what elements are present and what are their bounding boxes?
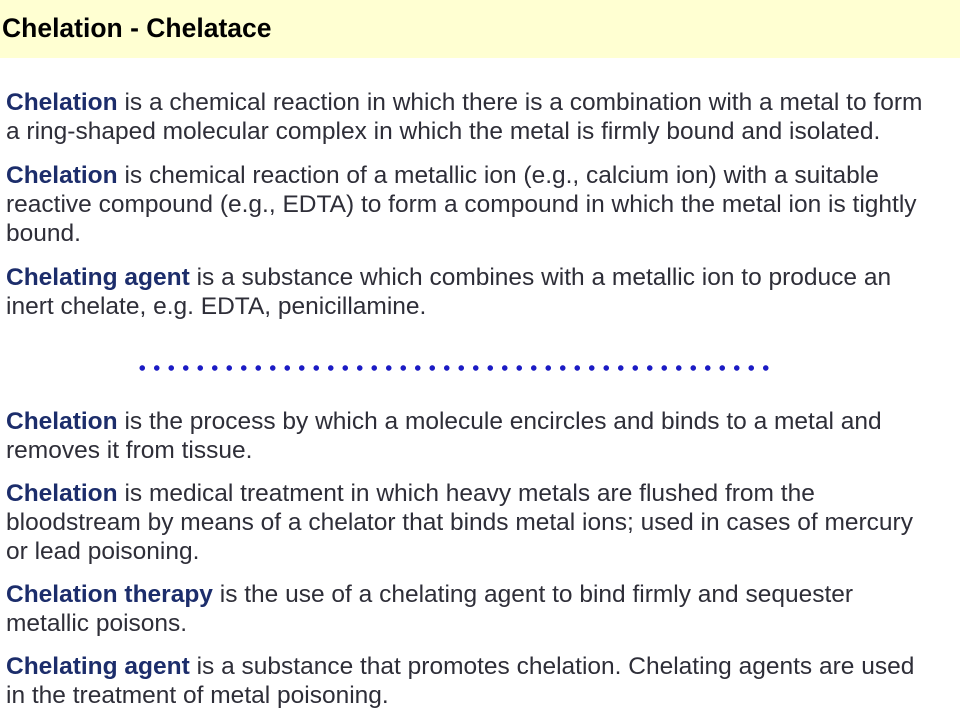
term-label: Chelating agent [6,652,190,680]
paragraph-chelating-agent [6,263,954,321]
line-text: is medical treatment in which heavy metals are flushed from the [124,479,815,507]
term-label: Chelating agent [6,263,190,291]
paragraph-chelation-process [6,407,954,465]
paragraph-line [6,88,954,117]
paragraph-line: bloodstream by means of a chelator that binds metal ions; used in cases of mercury [6,508,913,536]
page-title: Chelation - Chelatace [2,13,272,43]
line-text: is chemical reaction of a metallic ion (e.g., calcium ion) with a suitable [124,161,879,189]
paragraph-line [6,479,954,508]
line-text: is a substance that promotes chelation. Chelating agents are used [196,652,915,680]
paragraph-line: in the treatment of metal poisoning. [6,681,389,709]
term-label: Chelation [6,479,118,507]
paragraph-chelation-definition [6,88,954,146]
paragraph-chelation-reaction [6,161,954,248]
line-text: is a chemical reaction in which there is a combination with a metal to form [124,88,923,116]
paragraph-line: metallic poisons. [6,609,188,637]
term-label: Chelation [6,407,118,435]
paragraph-line: removes it from tissue. [6,436,253,464]
definitions-section-top [6,88,954,321]
line-text: is a substance which combines with a metallic ion to produce an [196,263,892,291]
paragraph-line [6,407,954,436]
term-label: Chelation therapy [6,580,213,608]
paragraph-line [6,161,954,190]
paragraph-line: bound. [6,219,81,247]
paragraph-chelation-medical-treatment [6,479,954,566]
paragraph-chelating-agent-use [6,652,954,710]
paragraph-line: inert chelate, e.g. EDTA, penicillamine. [6,292,427,320]
paragraph-line [6,263,954,292]
paragraph-chelation-therapy [6,580,954,638]
paragraph-line: or lead poisoning. [6,537,200,565]
definitions-section-bottom [6,407,954,710]
dotted-divider [135,364,773,372]
term-label: Chelation [6,88,118,116]
paragraph-line [6,580,954,609]
term-label: Chelation [6,161,118,189]
paragraph-line [6,652,954,681]
paragraph-line: reactive compound (e.g., EDTA) to form a compound in which the metal ion is tightly [6,190,917,218]
paragraph-line: a ring-shaped molecular complex in which the metal is firmly bound and isolated. [6,117,881,145]
line-text: is the use of a chelating agent to bind firmly and sequester [219,580,854,608]
line-text: is the process by which a molecule encircles and binds to a metal and [124,407,882,435]
